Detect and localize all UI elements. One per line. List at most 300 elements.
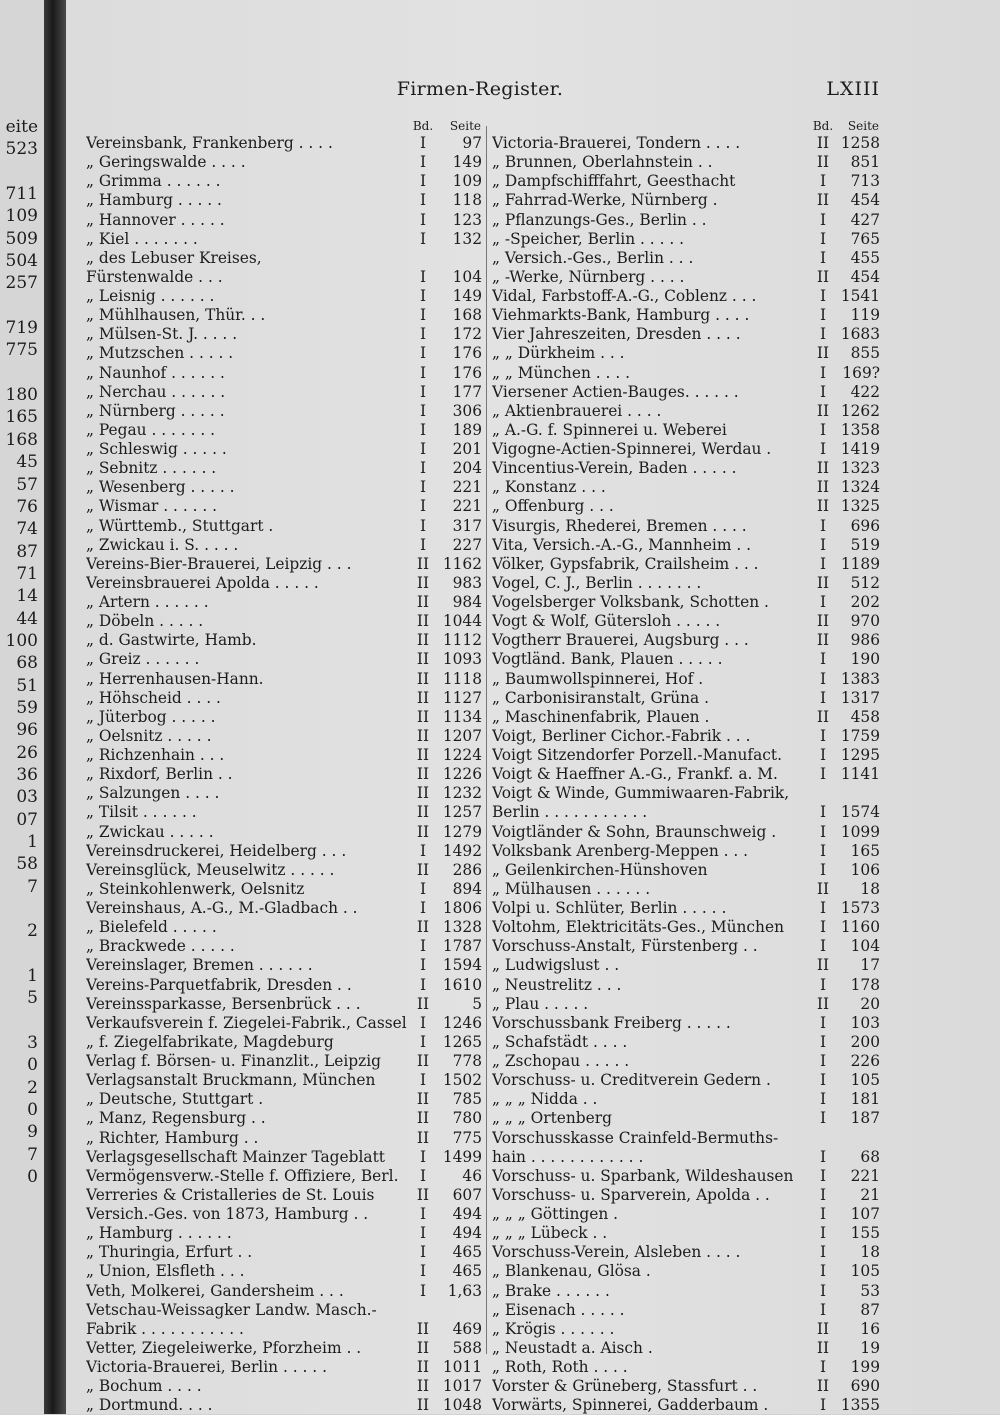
entry-page: 18 — [860, 1243, 880, 1262]
entry-volume: I — [819, 688, 827, 707]
entry-name: Vetschau-Weissagker Landw. Masch.- — [86, 1300, 377, 1319]
margin-fragment: 7 — [27, 1144, 38, 1165]
register-entry — [492, 1396, 880, 1415]
entry-name: „ Wismar . . . . . . — [86, 497, 218, 516]
entry-volume: I — [419, 516, 427, 535]
entry-page: 1160 — [840, 918, 880, 937]
entry-name: „ Nürnberg . . . . . — [86, 401, 225, 420]
register-entry — [86, 249, 484, 268]
register-entry — [492, 459, 880, 478]
entry-volume: II — [416, 765, 430, 784]
margin-fragment: 68 — [16, 653, 38, 674]
entry-volume: I — [419, 1147, 427, 1166]
binding-gutter — [44, 0, 66, 1414]
facing-page-number-fragments — [0, 116, 40, 1189]
margin-fragment: 504 — [5, 251, 38, 272]
register-entry — [86, 268, 484, 287]
register-entry — [492, 134, 880, 153]
entry-page: 1246 — [442, 1013, 482, 1032]
entry-volume: I — [819, 593, 827, 611]
entry-page: 221 — [850, 1166, 880, 1185]
entry-volume: I — [819, 382, 827, 401]
entry-name: Vorschuss- u. Sparverein, Apolda . . — [492, 1185, 770, 1204]
entry-volume: I — [819, 650, 827, 669]
register-entry — [492, 631, 880, 650]
entry-name: Volksbank Arenberg-Meppen . . . — [492, 841, 749, 860]
register-entry — [86, 1301, 484, 1320]
register-entry — [492, 593, 880, 612]
entry-page: 178 — [850, 975, 880, 994]
register-entry — [492, 421, 880, 440]
register-entry — [492, 746, 880, 765]
entry-page: 455 — [850, 248, 880, 267]
entry-volume: II — [816, 191, 830, 210]
margin-fragment: 2 — [27, 1077, 38, 1098]
entry-page: 46 — [462, 1166, 482, 1185]
entry-page: 1492 — [442, 841, 482, 860]
entry-page: 983 — [452, 573, 482, 592]
margin-fragment: 87 — [16, 541, 38, 562]
register-entry — [86, 421, 484, 440]
register-entry — [492, 536, 880, 555]
entry-page: 1112 — [442, 631, 482, 650]
register-entry — [86, 1014, 484, 1033]
register-entry — [492, 574, 880, 593]
left-column — [86, 118, 484, 1415]
entry-volume: I — [819, 1052, 827, 1070]
entry-page: 713 — [850, 172, 880, 191]
register-entry — [86, 880, 484, 899]
entry-volume: I — [819, 1358, 827, 1376]
entry-page: 155 — [850, 1224, 880, 1243]
entry-name: hain . . . . . . . . . . . . — [492, 1147, 644, 1166]
margin-fragment: 2 — [27, 921, 38, 942]
entry-volume: II — [416, 1109, 430, 1128]
entry-page: 1279 — [442, 822, 482, 841]
entry-page: 104 — [850, 937, 880, 956]
entry-name: „ Leisnig . . . . . . — [86, 287, 215, 305]
register-entry — [86, 1090, 484, 1109]
entry-volume: II — [816, 1338, 830, 1357]
entry-page: 1358 — [840, 420, 880, 439]
margin-fragment — [0, 295, 40, 317]
entry-volume: I — [819, 918, 827, 937]
entry-volume: II — [416, 918, 430, 937]
register-entry — [86, 689, 484, 708]
entry-volume: I — [419, 306, 427, 325]
entry-page: 20 — [860, 994, 880, 1013]
entry-volume: II — [416, 1185, 430, 1204]
entry-volume: I — [419, 459, 427, 478]
entry-page: 176 — [452, 344, 482, 363]
entry-volume: I — [819, 210, 827, 229]
entry-volume: I — [419, 1262, 427, 1281]
entry-name: Vogtherr Brauerei, Augsburg . . . — [492, 631, 749, 650]
register-entry — [492, 995, 880, 1014]
register-entry — [86, 1262, 484, 1281]
entry-name: „ Nerchau . . . . . . — [86, 382, 226, 401]
entry-volume: I — [419, 172, 427, 191]
page-header-label: Seite — [449, 119, 481, 133]
register-entry — [86, 861, 484, 880]
entry-page: 494 — [452, 1205, 482, 1223]
entry-page: 187 — [850, 1109, 880, 1128]
entry-name: „ Naunhof . . . . . . — [86, 363, 225, 382]
entry-name: Vier Jahreszeiten, Dresden . . . . — [492, 325, 741, 344]
entry-name: „ Artern . . . . . . — [86, 593, 209, 611]
entry-page: 1295 — [840, 746, 880, 764]
entry-name: „ Württemb., Stuttgart . — [86, 516, 274, 535]
entry-page: 588 — [452, 1338, 482, 1357]
margin-fragment: 74 — [16, 519, 38, 540]
register-entry — [86, 670, 484, 689]
entry-volume: I — [819, 440, 827, 458]
margin-fragment: 0 — [27, 1167, 38, 1188]
entry-page: 469 — [452, 1319, 482, 1338]
entry-volume: I — [819, 1396, 827, 1415]
entry-volume: I — [819, 1300, 827, 1319]
register-entry — [86, 1186, 484, 1205]
entry-name: „ Versich.-Ges., Berlin . . . — [492, 248, 694, 267]
entry-volume: I — [419, 1013, 427, 1032]
register-entry — [86, 440, 484, 459]
register-entry — [86, 995, 484, 1014]
register-entry — [492, 1109, 880, 1128]
entry-volume: II — [416, 554, 430, 573]
page-header — [80, 74, 880, 104]
entry-volume: II — [416, 1338, 430, 1357]
right-entry-list — [492, 134, 880, 1415]
entry-page: 21 — [860, 1185, 880, 1204]
entry-volume: I — [419, 401, 427, 420]
entry-name: Verlagsgesellschaft Mainzer Tageblatt — [86, 1147, 385, 1166]
register-entry — [492, 612, 880, 631]
register-entry — [492, 1377, 880, 1396]
entry-volume: I — [819, 726, 827, 745]
entry-volume: I — [819, 1281, 827, 1300]
register-entry — [86, 1148, 484, 1167]
entry-name: „ d. Gastwirte, Hamb. — [86, 631, 257, 650]
register-entry — [86, 612, 484, 631]
margin-fragment: 509 — [5, 228, 38, 249]
entry-volume: I — [419, 956, 427, 975]
entry-volume: I — [419, 535, 427, 554]
entry-page: 1806 — [442, 899, 482, 917]
entry-name: „ Mülsen-St. J. . . . . — [86, 325, 238, 344]
entry-page: 1573 — [840, 899, 880, 917]
entry-page: 1118 — [442, 669, 482, 688]
entry-page: 780 — [452, 1109, 482, 1128]
entry-name: „ „ „ Lübeck . . — [492, 1224, 608, 1243]
entry-name: „ Eisenach . . . . . — [492, 1300, 625, 1319]
entry-name: Voltohm, Elektricitäts-Ges., München — [492, 918, 784, 937]
register-entry — [492, 1301, 880, 1320]
entry-name: „ „ München . . . . — [492, 363, 631, 382]
margin-fragment: 711 — [5, 184, 38, 205]
entry-page: 169? — [842, 363, 880, 382]
entry-page: 306 — [452, 401, 482, 420]
register-entry — [86, 1320, 484, 1339]
entry-volume: II — [816, 1377, 830, 1396]
entry-name: Vereinsbrauerei Apolda . . . . . — [86, 573, 319, 592]
entry-name: „ „ Dürkheim . . . — [492, 344, 625, 363]
entry-page: 458 — [850, 707, 880, 726]
entry-volume: I — [819, 975, 827, 994]
entry-volume: I — [819, 363, 827, 382]
entry-page: 68 — [860, 1147, 880, 1166]
register-entry — [86, 536, 484, 555]
entry-page: 1325 — [840, 497, 880, 516]
entry-name: „ Konstanz . . . — [492, 478, 606, 497]
entry-volume: II — [416, 726, 430, 745]
entry-name: Vereinssparkasse, Bersenbrück . . . — [86, 994, 361, 1013]
entry-name: „ Pflanzungs-Ges., Berlin . . — [492, 210, 707, 229]
entry-volume: I — [819, 937, 827, 956]
margin-fragment: 257 — [5, 273, 38, 294]
entry-name: „ Jüterbog . . . . . — [86, 707, 216, 726]
entry-name: „ des Lebuser Kreises, — [86, 248, 262, 267]
entry-name: Vorschusskasse Crainfeld-Bermuths- — [492, 1128, 779, 1147]
entry-page: 53 — [860, 1281, 880, 1300]
column-divider — [486, 126, 487, 1354]
entry-name: Viehmarkts-Bank, Hamburg . . . . — [492, 306, 750, 325]
register-entry — [86, 402, 484, 421]
entry-volume: II — [816, 497, 830, 516]
register-entry — [86, 1243, 484, 1262]
margin-fragment: 100 — [5, 630, 38, 651]
entry-name: „ Hannover . . . . . — [86, 210, 225, 229]
margin-fragment: 0 — [27, 1100, 38, 1121]
register-entry — [492, 402, 880, 421]
entry-volume: I — [819, 1262, 827, 1281]
register-entry — [492, 1243, 880, 1262]
register-entry — [86, 383, 484, 402]
entry-volume: II — [416, 860, 430, 879]
entry-page: 1134 — [442, 707, 482, 726]
entry-volume: I — [819, 1071, 827, 1090]
page-title: Firmen-Register. — [396, 78, 564, 100]
entry-volume: II — [816, 267, 830, 286]
entry-page: 778 — [452, 1052, 482, 1070]
entry-name: „ Bochum . . . . — [86, 1377, 202, 1396]
entry-page: 690 — [850, 1377, 880, 1396]
entry-volume: I — [419, 841, 427, 860]
register-entry — [492, 268, 880, 287]
entry-volume: II — [416, 631, 430, 650]
register-entry — [86, 823, 484, 842]
entry-volume: I — [419, 1281, 427, 1300]
entry-volume: I — [819, 1032, 827, 1051]
register-entry — [86, 784, 484, 803]
entry-name: Verreries & Cristalleries de St. Louis — [86, 1185, 375, 1204]
register-entry — [86, 211, 484, 230]
entry-page: 1323 — [840, 459, 880, 478]
register-entry — [86, 153, 484, 172]
register-entry — [492, 191, 880, 210]
entry-name: Versich.-Ges. von 1873, Hamburg . . — [86, 1205, 369, 1223]
entry-volume: II — [416, 669, 430, 688]
entry-name: „ Ludwigslust . . — [492, 956, 620, 975]
entry-page: 1683 — [840, 325, 880, 344]
entry-page: 1594 — [442, 956, 482, 975]
margin-fragment: 45 — [16, 452, 38, 473]
register-entry — [86, 517, 484, 536]
entry-page: 851 — [850, 153, 880, 172]
margin-fragment: 180 — [5, 385, 38, 406]
left-column-header — [86, 118, 484, 134]
entry-volume: I — [419, 1032, 427, 1051]
register-entry — [492, 784, 880, 803]
entry-page: 986 — [850, 631, 880, 650]
entry-name: „ Plau . . . . . — [492, 994, 589, 1013]
margin-fragment — [0, 898, 40, 920]
register-entry — [492, 1358, 880, 1377]
entry-page: 454 — [850, 191, 880, 210]
entry-page: 785 — [452, 1090, 482, 1109]
margin-fragment: 0 — [27, 1055, 38, 1076]
entry-name: Vereinsglück, Meuselwitz . . . . . — [86, 860, 335, 879]
entry-name: Vogelsberger Volksbank, Schotten . — [492, 593, 769, 611]
register-entry — [492, 1320, 880, 1339]
entry-name: „ -Speicher, Berlin . . . . . — [492, 229, 685, 248]
entry-page: 607 — [452, 1185, 482, 1204]
register-entry — [492, 440, 880, 459]
entry-volume: II — [816, 153, 830, 172]
entry-name: Vorschuss- u. Sparbank, Wildeshausen — [492, 1166, 794, 1185]
entry-volume: II — [816, 134, 830, 152]
entry-name: „ Blankenau, Glösa . — [492, 1262, 651, 1281]
register-entry — [492, 1148, 880, 1167]
margin-fragment: 71 — [16, 563, 38, 584]
entry-volume: I — [819, 1166, 827, 1185]
entry-page: 1787 — [442, 937, 482, 956]
register-entry — [86, 1339, 484, 1358]
entry-page: 119 — [850, 306, 880, 325]
entry-volume: I — [419, 497, 427, 516]
entry-name: „ Brackwede . . . . . — [86, 937, 235, 956]
entry-volume: I — [819, 860, 827, 879]
entry-volume: I — [819, 172, 827, 191]
register-entry — [86, 459, 484, 478]
entry-volume: I — [819, 1205, 827, 1223]
entry-volume: I — [819, 746, 827, 764]
entry-name: „ Deutsche, Stuttgart . — [86, 1090, 264, 1109]
entry-volume: I — [819, 669, 827, 688]
register-entry — [492, 976, 880, 995]
entry-name: Viersener Actien-Bauges. . . . . . — [492, 382, 739, 401]
left-entry-list — [86, 134, 484, 1415]
entry-page: 765 — [850, 229, 880, 248]
entry-name: Vorwärts, Spinnerei, Gadderbaum . — [492, 1396, 769, 1415]
register-entry — [86, 650, 484, 669]
entry-name: „ Sebnitz . . . . . . — [86, 459, 217, 478]
entry-page: 1258 — [840, 134, 880, 152]
entry-page: 1207 — [442, 726, 482, 745]
entry-page: 422 — [850, 382, 880, 401]
entry-volume: II — [416, 746, 430, 764]
entry-name: „ Mülhausen . . . . . . — [492, 879, 651, 898]
margin-fragment: 523 — [5, 139, 38, 160]
entry-page: 1232 — [442, 784, 482, 803]
entry-name: Voigtländer & Sohn, Braunschweig . — [492, 822, 777, 841]
entry-volume: II — [416, 707, 430, 726]
entry-name: „ Pegau . . . . . . . — [86, 420, 216, 439]
register-entry — [86, 1033, 484, 1052]
entry-name: „ Aktienbrauerei . . . . — [492, 401, 662, 420]
entry-page: 5 — [472, 994, 482, 1013]
entry-name: „ Richter, Hamburg . . — [86, 1128, 259, 1147]
margin-fragment: 57 — [16, 474, 38, 495]
entry-volume: II — [416, 1090, 430, 1109]
entry-name: „ „ „ Ortenberg — [492, 1109, 612, 1128]
entry-volume: I — [819, 554, 827, 573]
entry-volume: I — [819, 841, 827, 860]
entry-name: „ Schafstädt . . . . — [492, 1032, 628, 1051]
entry-page: 104 — [452, 267, 482, 286]
entry-volume: II — [416, 1319, 430, 1338]
register-entry — [86, 325, 484, 344]
entry-name: „ Zwickau i. S. . . . . — [86, 535, 239, 554]
entry-volume: II — [416, 1377, 430, 1396]
margin-fragment: 5 — [27, 988, 38, 1009]
entry-volume: II — [416, 994, 430, 1013]
entry-volume: I — [819, 1243, 827, 1262]
entry-page: 1262 — [840, 401, 880, 420]
entry-volume: I — [819, 822, 827, 841]
register-entry — [492, 555, 880, 574]
entry-name: „ Manz, Regensburg . . — [86, 1109, 266, 1128]
entry-page: 894 — [452, 879, 482, 898]
register-entry — [492, 1052, 880, 1071]
entry-volume: I — [419, 344, 427, 363]
entry-page: 1017 — [442, 1377, 482, 1396]
register-entry — [86, 574, 484, 593]
entry-name: „ Döbeln . . . . . — [86, 612, 204, 631]
entry-name: „ Mutzschen . . . . . — [86, 344, 234, 363]
entry-page: 1502 — [442, 1071, 482, 1090]
entry-name: Vigogne-Actien-Spinnerei, Werdau . — [492, 440, 772, 458]
entry-volume: I — [419, 134, 427, 152]
entry-name: „ Krögis . . . . . . — [492, 1319, 615, 1338]
entry-page: 189 — [452, 420, 482, 439]
register-entry — [86, 1205, 484, 1224]
register-entry — [492, 287, 880, 306]
margin-fragment: 9 — [27, 1122, 38, 1143]
entry-name: „ Höhscheid . . . . — [86, 688, 221, 707]
entry-name: „ Hamburg . . . . . . — [86, 1224, 232, 1243]
entry-name: Fürstenwalde . . . — [86, 267, 223, 286]
entry-page: 190 — [850, 650, 880, 669]
entry-name: Vereinsdruckerei, Heidelberg . . . — [86, 841, 347, 860]
entry-volume: I — [419, 478, 427, 497]
entry-volume: II — [816, 1319, 830, 1338]
register-entry — [492, 1090, 880, 1109]
entry-name: „ Offenburg . . . — [492, 497, 614, 516]
entry-page: 1011 — [442, 1358, 482, 1376]
entry-page: 201 — [452, 440, 482, 458]
register-entry — [86, 937, 484, 956]
entry-volume: II — [416, 784, 430, 803]
register-entry — [86, 1109, 484, 1128]
register-entry — [492, 670, 880, 689]
entry-name: Vorschussbank Freiberg . . . . . — [492, 1013, 731, 1032]
entry-name: „ Carbonisiranstalt, Grüna . — [492, 688, 709, 707]
entry-page: 149 — [452, 153, 482, 172]
register-entry — [86, 230, 484, 249]
entry-name: Fabrik . . . . . . . . . . . — [86, 1319, 244, 1338]
entry-page: 16 — [860, 1319, 880, 1338]
entry-volume: I — [819, 1090, 827, 1109]
